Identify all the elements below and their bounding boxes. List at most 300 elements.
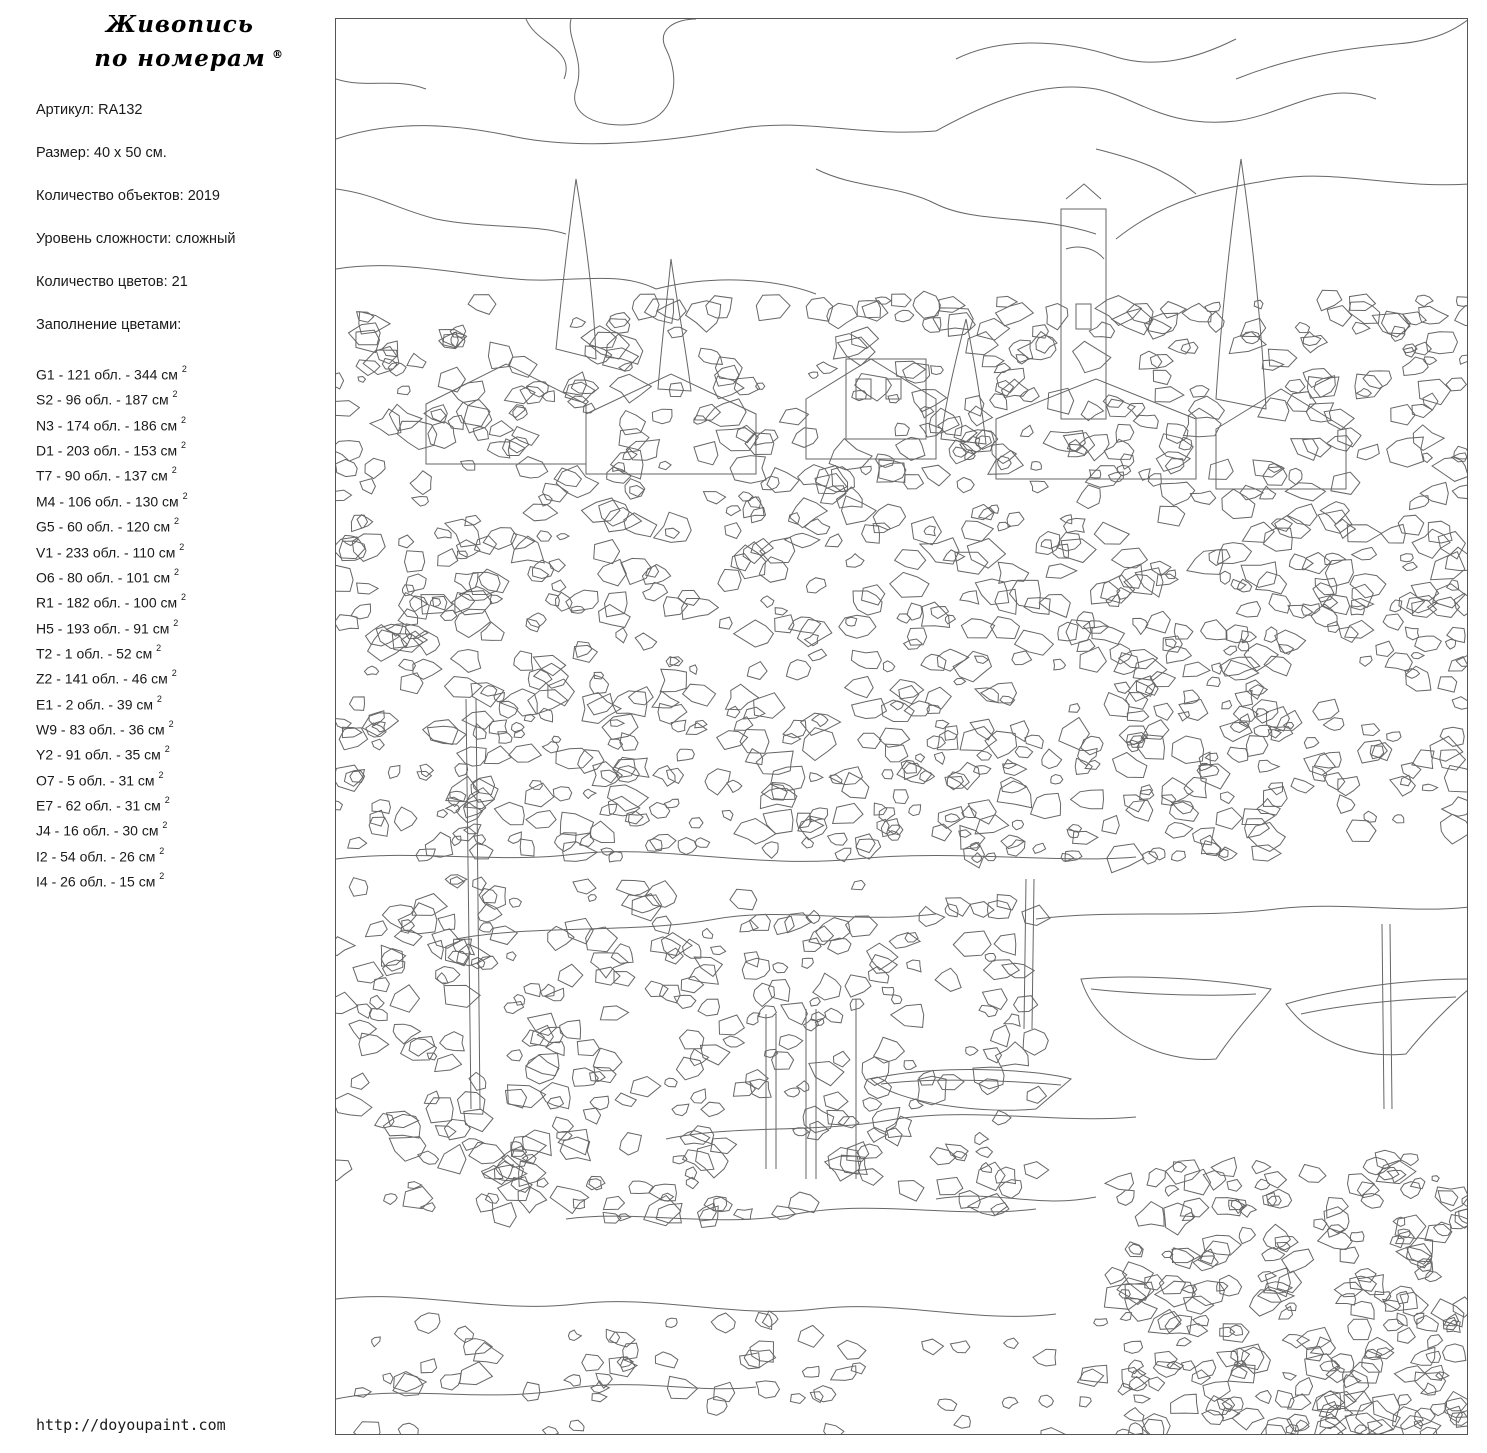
paint-cell-contour: [713, 376, 744, 399]
paint-cell-contour: [577, 1040, 599, 1056]
paint-cell-contour: [1057, 533, 1081, 551]
paint-cell-contour: [645, 299, 674, 323]
paint-cell-contour: [890, 572, 929, 597]
paint-cell-contour: [1112, 548, 1148, 568]
paint-cell-contour: [1238, 639, 1249, 651]
paint-cell-contour: [643, 582, 668, 601]
paint-cell-contour: [1331, 1354, 1354, 1372]
paint-cell-contour: [590, 675, 609, 694]
paint-cell-contour: [1264, 1172, 1286, 1188]
paint-cell-contour: [994, 934, 1016, 955]
paint-cell-contour: [829, 767, 862, 785]
paint-cell-contour: [372, 739, 384, 750]
paint-cell-contour: [1387, 437, 1424, 467]
paint-cell-contour: [1338, 428, 1361, 447]
paint-cell-contour: [862, 585, 885, 605]
paint-cell-contour: [1190, 491, 1215, 504]
paint-cell-contour: [922, 1339, 944, 1355]
paint-cell-contour: [1105, 1173, 1134, 1190]
paint-cell-contour: [1241, 562, 1277, 588]
paint-cell-contour: [798, 465, 830, 487]
paint-cell-contour: [450, 791, 466, 801]
paint-cell-contour: [1261, 1425, 1286, 1436]
paint-cell-contour: [1351, 605, 1365, 614]
paint-cell-contour: [730, 456, 766, 484]
paint-cell-contour: [444, 985, 480, 1007]
paint-cell-contour: [1391, 405, 1415, 426]
paint-cell-contour: [1405, 627, 1419, 640]
paint-cell-contour: [1184, 408, 1222, 437]
paint-cell-contour: [1303, 438, 1331, 457]
paint-cell-contour: [543, 483, 568, 502]
square-unit-superscript: 2: [159, 845, 165, 856]
paint-cell-contour: [383, 1373, 393, 1384]
paint-cell-contour: [415, 1313, 440, 1334]
color-fill-item: [36, 361, 188, 386]
paint-cell-contour: [1390, 776, 1416, 796]
paint-cell-contour: [1120, 1313, 1131, 1321]
paint-cell-contour: [554, 468, 581, 487]
paint-cell-contour: [1155, 387, 1184, 402]
paint-cell-contour: [1415, 342, 1431, 355]
paint-cell-contour: [1288, 605, 1313, 618]
paint-cell-contour: [336, 801, 342, 810]
paint-cell-contour: [609, 1332, 635, 1347]
paint-cell-contour: [366, 921, 388, 937]
paint-cell-contour: [1454, 446, 1468, 459]
paint-cell-contour: [1113, 753, 1147, 778]
paint-cell-contour: [1449, 657, 1468, 671]
paint-cell-contour: [606, 1329, 619, 1342]
paint-cell-contour: [1263, 1224, 1290, 1249]
paint-cell-contour: [1327, 1198, 1349, 1219]
paint-cell-contour: [805, 634, 819, 646]
paint-cell-contour: [1270, 727, 1293, 742]
paint-cell-contour: [711, 946, 726, 955]
paint-cell-contour: [817, 362, 838, 374]
paint-cell-contour: [740, 1353, 760, 1369]
paint-cell-contour: [1232, 1408, 1264, 1430]
color-fill-text: V1 - 233 обл. - 110 см: [36, 544, 180, 561]
paint-cell-contour: [746, 749, 763, 765]
color-fill-text: E7 - 62 обл. - 31 см: [36, 797, 165, 814]
paint-cell-contour: [814, 1386, 836, 1402]
paint-cell-contour: [511, 536, 544, 563]
paint-cell-contour: [845, 677, 874, 698]
paint-cell-contour: [1002, 1397, 1018, 1408]
paint-cell-contour: [525, 783, 554, 807]
paint-cell-contour: [996, 303, 1034, 326]
paint-cell-contour: [1209, 459, 1234, 479]
paint-cell-contour: [711, 1313, 735, 1333]
paint-cell-contour: [1174, 624, 1193, 640]
paint-cell-contour: [1216, 808, 1242, 830]
paint-cell-contour: [1051, 775, 1063, 785]
paint-cell-contour: [542, 742, 558, 754]
paint-cell-contour: [565, 382, 595, 402]
paint-cell-contour: [575, 642, 591, 658]
paint-cell-contour: [975, 815, 1009, 834]
paint-cell-contour: [846, 554, 864, 568]
paint-cell-contour: [372, 1337, 381, 1347]
paint-cell-contour: [845, 975, 871, 997]
paint-cell-contour: [353, 962, 383, 983]
paint-cell-contour: [658, 703, 687, 724]
paint-cell-contour: [594, 540, 620, 564]
paint-cell-contour: [509, 898, 521, 907]
paint-cell-contour: [683, 1150, 714, 1171]
paint-cell-contour: [663, 597, 687, 617]
paint-cell-contour: [1240, 485, 1263, 500]
paint-cell-contour: [750, 1079, 771, 1098]
paint-cell-contour: [1203, 1171, 1226, 1191]
paint-cell-contour: [1160, 302, 1186, 319]
paint-cell-contour: [365, 458, 385, 478]
paint-cell-contour: [342, 535, 358, 545]
paint-cell-contour: [623, 449, 637, 460]
paint-cell-contour: [564, 1375, 581, 1386]
paint-cell-contour: [691, 1089, 706, 1103]
paint-cell-contour: [1092, 626, 1124, 644]
paint-cell-contour: [802, 1366, 819, 1377]
paint-cell-contour: [813, 973, 841, 1000]
paint-cell-contour: [1153, 370, 1171, 384]
paint-cell-contour: [1059, 718, 1090, 750]
paint-cell-contour: [441, 1373, 461, 1390]
paint-cell-contour: [1033, 1349, 1056, 1366]
paint-cell-contour: [924, 526, 935, 536]
registered-mark: ®: [272, 48, 284, 61]
paint-cell-contour: [610, 720, 624, 727]
paint-cell-contour: [608, 796, 639, 816]
paint-cell-contour: [494, 802, 524, 825]
paint-cell-contour: [481, 686, 497, 697]
paint-cell-contour: [527, 613, 546, 627]
paint-cell-contour: [393, 1373, 423, 1396]
color-fill-item: [36, 792, 188, 817]
paint-cell-contour: [1031, 462, 1041, 471]
paint-cell-contour: [1159, 1276, 1185, 1294]
paint-cell-contour: [803, 938, 821, 951]
paint-cell-contour: [586, 927, 618, 952]
paint-cell-contour: [966, 1047, 978, 1056]
paint-cell-contour: [809, 773, 823, 782]
paint-cell-contour: [683, 684, 716, 706]
paint-cell-contour: [610, 374, 652, 403]
paint-cell-contour: [1289, 468, 1302, 484]
paint-cell-contour: [632, 294, 659, 320]
paint-cell-contour: [389, 404, 422, 430]
paint-cell-contour: [1323, 718, 1344, 731]
paint-cell-contour: [399, 535, 414, 548]
paint-cell-contour: [994, 363, 1010, 372]
paint-cell-contour: [1384, 1286, 1418, 1310]
paint-cell-contour: [1442, 797, 1468, 816]
paint-cell-contour: [438, 914, 455, 930]
paint-cell-contour: [1065, 851, 1082, 862]
paint-cell-contour: [829, 439, 872, 470]
paint-cell-contour: [520, 839, 534, 856]
paint-cell-contour: [354, 1422, 380, 1435]
paint-cell-contour: [727, 706, 740, 718]
paint-cell-contour: [975, 1132, 989, 1144]
paint-cell-contour: [809, 926, 834, 945]
paint-cell-contour: [1305, 1354, 1341, 1380]
paint-cell-contour: [975, 430, 998, 450]
color-fill-text: E1 - 2 обл. - 39 см: [36, 696, 157, 713]
color-fill-item: [36, 539, 188, 564]
paint-cell-contour: [1077, 485, 1101, 509]
paint-cell-contour: [430, 598, 440, 606]
paint-cell-contour: [1235, 691, 1252, 707]
paint-cell-contour: [435, 1054, 462, 1071]
paint-cell-contour: [489, 421, 513, 437]
paint-cell-contour: [464, 1109, 493, 1131]
paint-cell-contour: [615, 1093, 636, 1107]
website-link[interactable]: http://doyoupaint.com: [36, 1416, 226, 1434]
paint-cell-contour: [805, 519, 830, 535]
paint-cell-contour: [1246, 680, 1264, 699]
paint-cell-contour: [1075, 758, 1092, 774]
paint-cell-contour: [1024, 598, 1050, 615]
color-fill-text: O6 - 80 обл. - 101 см: [36, 569, 175, 586]
color-fill-text: G1 - 121 обл. - 344 см: [36, 366, 182, 383]
paint-cell-contour: [785, 533, 820, 547]
paint-cell-contour: [895, 550, 926, 570]
paint-cell-contour: [455, 573, 478, 591]
paint-cell-contour: [1403, 562, 1418, 570]
paint-cell-contour: [501, 1149, 527, 1167]
paint-cell-contour: [1440, 727, 1464, 746]
paint-cell-contour: [851, 650, 881, 668]
paint-cell-contour: [842, 496, 877, 525]
paint-cell-contour: [1383, 614, 1403, 630]
paint-cell-contour: [456, 400, 490, 427]
paint-cell-contour: [1297, 1327, 1331, 1349]
house-contour: [806, 359, 936, 459]
paint-cell-contour: [1252, 1161, 1271, 1174]
color-fill-text: Z2 - 141 обл. - 46 см: [36, 670, 172, 687]
paint-cell-contour: [1172, 851, 1186, 861]
house-contour: [426, 364, 586, 464]
paint-cell-contour: [891, 995, 902, 1004]
paint-cell-contour: [824, 1092, 848, 1110]
paint-cell-contour: [1337, 795, 1355, 814]
paint-cell-contour: [1255, 1179, 1270, 1190]
paint-cell-contour: [518, 1187, 547, 1213]
paint-cell-contour: [923, 318, 941, 333]
square-unit-superscript: 2: [171, 465, 177, 476]
paint-cell-contour: [1350, 1232, 1364, 1242]
paint-cell-contour: [806, 910, 820, 923]
paint-cell-contour: [1146, 611, 1171, 633]
paint-cell-contour: [1264, 656, 1291, 676]
paint-cell-contour: [828, 833, 848, 845]
paint-cell-contour: [705, 769, 730, 795]
paint-cell-contour: [706, 296, 732, 318]
paint-cell-contour: [1222, 489, 1255, 518]
color-fill-item: [36, 412, 188, 437]
color-fill-item: [36, 615, 188, 640]
paint-cell-contour: [440, 1032, 465, 1051]
paint-cell-contour: [413, 631, 439, 655]
paint-cell-contour: [488, 342, 513, 369]
paint-cell-contour: [526, 811, 556, 829]
paint-cell-contour: [938, 1399, 957, 1411]
paint-cell-contour: [904, 475, 924, 489]
paint-cell-contour: [997, 895, 1017, 910]
paint-cell-contour: [649, 802, 669, 818]
paint-cell-contour: [1362, 724, 1380, 736]
paint-cell-contour: [1001, 835, 1024, 849]
paint-cell-contour: [1158, 506, 1185, 526]
paint-cell-contour: [744, 1350, 775, 1368]
paint-cell-contour: [931, 366, 944, 375]
paint-cell-contour: [438, 1145, 466, 1174]
paint-cell-contour: [850, 999, 864, 1010]
paint-cell-contour: [659, 461, 671, 469]
paint-cell-contour: [1345, 1413, 1382, 1435]
color-fill-item: [36, 564, 188, 589]
paint-cell-contour: [1324, 409, 1354, 430]
paint-cell-contour: [578, 750, 604, 774]
paint-cell-contour: [603, 1196, 624, 1209]
paint-cell-contour: [1010, 721, 1029, 742]
paint-cell-contour: [1081, 401, 1103, 421]
paint-cell-contour: [1039, 1395, 1054, 1407]
paint-cell-contour: [569, 1420, 584, 1431]
brand-title: [60, 8, 300, 76]
paint-cell-contour: [1166, 639, 1177, 648]
paint-cell-contour: [523, 504, 558, 521]
paint-cell-contour: [1376, 1348, 1394, 1359]
paint-cell-contour: [852, 699, 887, 719]
paint-cell-contour: [1105, 1267, 1127, 1284]
paint-cell-contour: [543, 1427, 559, 1436]
paint-cell-contour: [781, 1003, 808, 1025]
paint-cell-contour: [954, 1415, 971, 1428]
paint-cell-contour: [816, 918, 850, 942]
paint-cell-contour: [905, 933, 918, 943]
paint-cell-contour: [897, 614, 911, 623]
paint-cell-contour: [653, 766, 675, 787]
paint-cell-contour: [370, 995, 384, 1009]
paint-cell-contour: [1133, 415, 1158, 428]
paint-cell-contour: [1258, 398, 1289, 421]
paint-cell-contour: [1291, 439, 1319, 461]
paint-cell-contour: [1015, 746, 1032, 757]
paint-cell-contour: [336, 937, 355, 956]
paint-cell-contour: [801, 713, 841, 735]
paint-cell-contour: [891, 1004, 924, 1027]
paint-cell-contour: [1112, 309, 1153, 335]
paint-cell-contour: [977, 318, 1010, 340]
paint-cell-contour: [350, 697, 365, 711]
paint-cell-contour: [1263, 787, 1287, 807]
paint-cell-contour: [938, 807, 964, 829]
paint-cell-contour: [358, 377, 366, 383]
paint-cell-contour: [953, 447, 966, 457]
paint-cell-contour: [834, 1051, 850, 1067]
product-info: [36, 100, 235, 358]
paint-cell-contour: [610, 313, 630, 328]
square-unit-superscript: 2: [164, 795, 170, 806]
canvas-size: Размер: 40 х 50 см.: [36, 145, 167, 161]
paint-cell-contour: [873, 523, 890, 533]
paint-cell-contour: [424, 405, 447, 423]
paint-cell-contour: [381, 949, 403, 972]
paint-cell-contour: [922, 465, 951, 486]
square-unit-superscript: 2: [156, 693, 162, 704]
paint-cell-contour: [624, 513, 657, 537]
paint-cell-contour: [904, 763, 921, 779]
paint-cell-contour: [1036, 335, 1057, 353]
paint-cell-contour: [838, 1340, 866, 1359]
paint-cell-contour: [1081, 736, 1103, 755]
paint-cell-contour: [886, 1116, 911, 1137]
paint-cell-contour: [1162, 778, 1193, 803]
paint-cell-contour: [725, 523, 741, 539]
paint-cell-contour: [953, 931, 991, 956]
paint-cell-contour: [1102, 816, 1119, 834]
paint-cell-contour: [961, 619, 994, 638]
paint-cell-contour: [516, 457, 548, 478]
paint-cell-contour: [1128, 681, 1153, 702]
paint-cell-contour: [779, 1035, 803, 1050]
brand-title-line2-text: по номерам: [94, 45, 266, 72]
paint-cell-contour: [1220, 571, 1230, 584]
paint-cell-contour: [815, 1019, 824, 1026]
paint-cell-contour: [1135, 1202, 1164, 1227]
color-fill-text: D1 - 203 обл. - 153 см: [36, 442, 182, 459]
paint-cell-contour: [1401, 554, 1414, 562]
paint-cell-contour: [390, 985, 419, 1012]
paint-cell-contour: [1053, 659, 1065, 670]
paint-cell-contour: [734, 1209, 753, 1219]
paint-cell-contour: [1165, 459, 1184, 474]
paint-cell-contour: [1375, 1150, 1401, 1169]
color-fill-list: [36, 361, 188, 894]
paint-cell-contour: [677, 749, 694, 761]
paint-cell-contour: [964, 842, 985, 868]
objects-count: Количество объектов: 2019: [36, 188, 220, 204]
colors-count: Количество цветов: 21: [36, 274, 188, 290]
square-unit-superscript: 2: [158, 769, 164, 780]
paint-cell-contour: [1355, 1269, 1376, 1283]
paint-cell-contour: [604, 508, 642, 532]
paint-cell-contour: [1345, 620, 1374, 638]
paint-cell-contour: [512, 1136, 547, 1162]
paint-cell-contour: [1221, 792, 1235, 804]
paint-cell-contour: [689, 818, 703, 828]
paint-cell-contour: [1256, 572, 1287, 594]
paint-cell-contour: [1426, 332, 1457, 354]
paint-cell-contour: [1165, 1315, 1192, 1334]
paint-cell-contour: [1109, 472, 1124, 482]
paint-cell-contour: [1156, 452, 1190, 472]
paint-cell-contour: [690, 1049, 708, 1066]
paint-cell-contour: [690, 665, 697, 674]
square-unit-superscript: 2: [171, 668, 177, 679]
color-fill-item: [36, 640, 188, 665]
paint-cell-contour: [573, 879, 596, 894]
paint-cell-contour: [1224, 660, 1259, 680]
paint-cell-contour: [1438, 532, 1465, 559]
paint-cell-contour: [806, 578, 826, 593]
paint-cell-contour: [428, 726, 467, 744]
paint-cell-contour: [938, 1075, 964, 1090]
paint-cell-contour: [462, 711, 494, 729]
